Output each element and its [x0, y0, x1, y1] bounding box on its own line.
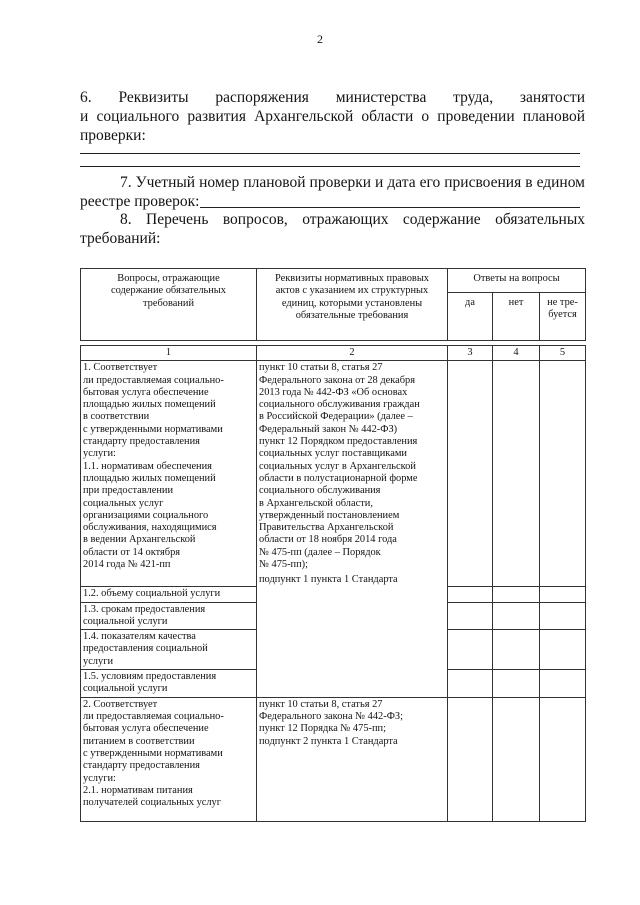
header-legal-references: Реквизиты нормативных правовых актов с указанием их структурных единиц, которыми установлены обязательные требования	[257, 269, 448, 341]
column-numbers-row	[81, 346, 586, 361]
fill-in-line	[80, 166, 580, 167]
answer-not-required-cell[interactable]	[540, 670, 586, 698]
answer-not-required-cell[interactable]	[540, 697, 586, 821]
answer-no-cell[interactable]	[493, 630, 540, 670]
section-6-line: и социального развития Архангельской области о проведении плановой	[80, 108, 585, 125]
answer-not-required-cell[interactable]	[540, 587, 586, 602]
answer-yes-cell[interactable]	[448, 602, 493, 630]
answer-no-cell[interactable]	[493, 587, 540, 602]
header-yes: да	[448, 293, 493, 341]
section-8-line: 8. Перечень вопросов, отражающих содержание обязательных	[120, 211, 585, 228]
question-cell: 1.4. показателям качества предоставления социальной услуги	[81, 630, 257, 670]
answer-yes-cell[interactable]	[448, 670, 493, 698]
answer-yes-cell[interactable]	[448, 361, 493, 587]
question-cell: 2. Соответствует ли предоставляемая социально- бытовая услуга обеспечение питанием в соответствии с утвержденными нормативами стандарту предоставления услуги: 2.1. нормативам питания получателей социальных услуг	[81, 697, 257, 821]
column-number: 5	[540, 346, 586, 361]
legal-reference-cell: пункт 10 статьи 8, статья 27 Федерального закона № 442-ФЗ; пункт 12 Порядка № 475-пп; подпункт 2 пункта 1 Стандарта	[257, 697, 448, 821]
header-no: нет	[493, 293, 540, 341]
answer-not-required-cell[interactable]	[540, 361, 586, 587]
section-7-line: 7. Учетный номер плановой проверки и дата его присвоения в едином	[120, 174, 585, 191]
legal-reference-cell: пункт 10 статьи 8, статья 27 Федерального закона от 28 декабря 2013 года № 442-ФЗ «Об основах социального обслуживания граждан в Российской Федерации» (далее – Федеральный закон № 442-ФЗ) пункт 12 Порядком предоставления социальных услуг поставщиками социальных услуг в Архангельской области в полустационарной форме социального обслуживания в Архангельской области, утвержденный постановлением Правительства Архангельской области от 18 ноября 2014 года № 475-пп (далее – Порядок № 475-пп); подпункт 1 пункта 1 Стандарта	[257, 361, 448, 697]
section-8-question-list	[80, 210, 585, 248]
answer-yes-cell[interactable]	[448, 697, 493, 821]
table-row	[81, 361, 586, 587]
section-6-line: проверки:	[80, 127, 146, 144]
section-6-line: 6. Реквизиты распоряжения министерства труда, занятости	[80, 89, 585, 106]
section-7-registry-number	[80, 173, 585, 211]
section-8-line: требований:	[80, 230, 161, 247]
header-not-required: не тре- буется	[540, 293, 586, 341]
answer-yes-cell[interactable]	[448, 630, 493, 670]
table-header-row	[81, 269, 586, 293]
answer-not-required-cell[interactable]	[540, 602, 586, 630]
header-questions: Вопросы, отражающие содержание обязательных требований	[81, 269, 257, 341]
page-number: 2	[317, 32, 323, 46]
requirements-table	[80, 268, 586, 822]
column-number: 3	[448, 346, 493, 361]
fill-in-line	[80, 153, 580, 154]
table-row	[81, 697, 586, 821]
column-number: 4	[493, 346, 540, 361]
answer-yes-cell[interactable]	[448, 587, 493, 602]
column-number: 1	[81, 346, 257, 361]
question-cell: 1.5. условиям предоставления социальной услуги	[81, 670, 257, 698]
section-7-line: реестре проверок:	[80, 193, 200, 210]
answer-no-cell[interactable]	[493, 697, 540, 821]
answer-no-cell[interactable]	[493, 361, 540, 587]
fill-in-line	[200, 207, 580, 208]
question-cell: 1.3. срокам предоставления социальной услуги	[81, 602, 257, 630]
answer-no-cell[interactable]	[493, 670, 540, 698]
header-answers: Ответы на вопросы	[448, 269, 586, 293]
question-cell: 1. Соответствует ли предоставляемая социально- бытовая услуга обеспечение площадью жилых помещений в соответствии с утвержденными нормативами стандарту предоставления услуги: 1.1. нормативам обеспечения площадью жилых помещений при предоставлении социальных услуг организациями социального обслуживания, находящимися в ведении Архангельской области от 14 октября 2014 года № 421-пп	[81, 361, 257, 587]
section-6-requisites	[80, 88, 585, 145]
answer-not-required-cell[interactable]	[540, 630, 586, 670]
question-cell: 1.2. объему социальной услуги	[81, 587, 257, 602]
answer-no-cell[interactable]	[493, 602, 540, 630]
column-number: 2	[257, 346, 448, 361]
